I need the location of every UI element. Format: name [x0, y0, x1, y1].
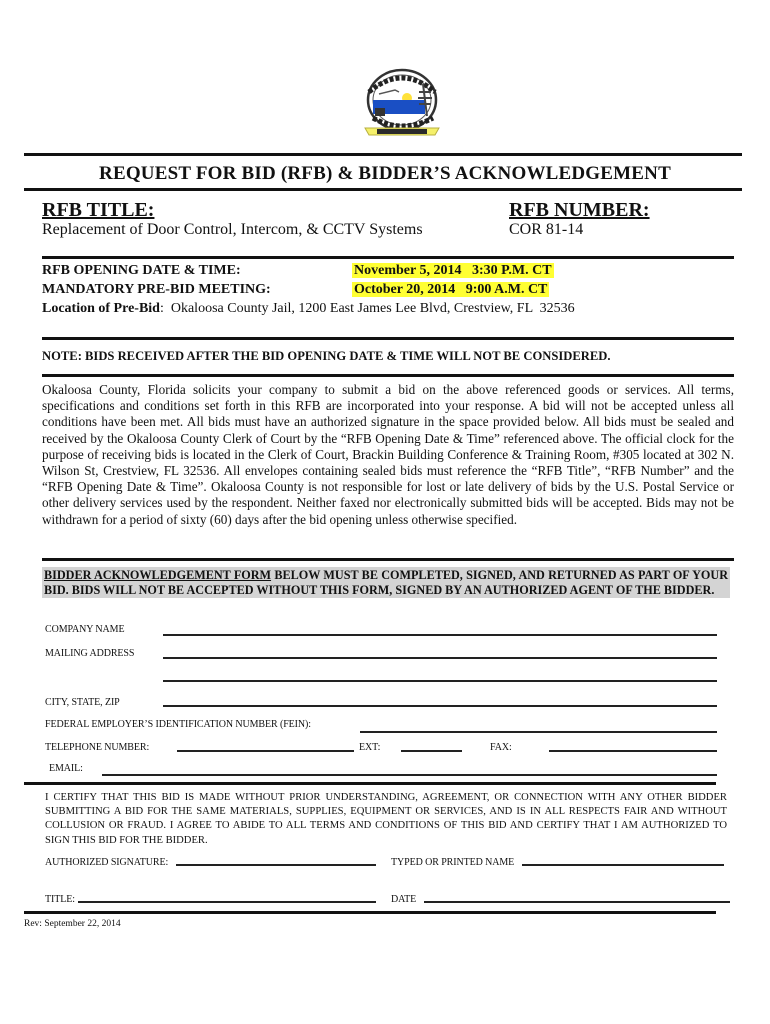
note-top-rule	[42, 337, 734, 340]
bid-instructions-paragraph: Okaloosa County, Florida solicits your company to submit a bid on the above referenced goods or services. All terms, specifications and conditions set forth in this RFB are incorporated into your response. A bid will not be accepted unless all conditions have been met. All bids must have an authorized signature in the space provided below. All bids must be sealed and received by the Okaloosa County Clerk of Court by the “RFB Opening Date & Time” referenced above. The official clock for the purpose of receiving bids is located in the Clerk of Court, Brackin Building Conference & Training Room, #305 located at 302 N. Wilson St, Crestview, FL 32536. All envelopes containing sealed bids must reference the “RFB Title”, “RFB Number” and the “RFB Opening Date & Time”. Okaloosa County is not responsible for lost or late delivery of bids by the U.S. Postal Service or other delivery services used by the respondent. Neither faxed nor electronically submitted bids will be accepted. Bids may not be withdrawn for a period of sixty (60) days after the bid opening unless otherwise specified.	[42, 382, 734, 527]
fein-label: FEDERAL EMPLOYER’S IDENTIFICATION NUMBER (FEIN):	[45, 719, 311, 730]
fein-field[interactable]	[360, 731, 717, 733]
email-label: EMAIL:	[49, 763, 83, 774]
email-field[interactable]	[102, 774, 717, 776]
title-underline-rule	[24, 188, 742, 191]
rfb-number-value: COR 81-14	[509, 221, 584, 238]
company-name-label: COMPANY NAME	[45, 624, 125, 635]
ack-form-text: BELOW MUST BE COMPLETED, SIGNED, AND RETURNED AS PART OF YOUR BID. BIDS WILL NOT BE ACCEPTED WITHOUT THIS FORM, SIGNED BY AN AUTHORIZED AGENT OF THE BIDDER.	[44, 568, 728, 597]
note-bottom-rule	[42, 374, 734, 377]
date-field[interactable]	[424, 901, 730, 903]
ack-top-rule	[42, 558, 734, 561]
company-name-field[interactable]	[163, 634, 717, 636]
fax-label: FAX:	[490, 742, 512, 753]
prebid-location-value: : Okaloosa County Jail, 1200 East James Lee Blvd, Crestview, FL 32536	[159, 301, 575, 316]
mailing-address-line2-field[interactable]	[163, 680, 717, 682]
ack-form-title: BIDDER ACKNOWLEDGEMENT FORM	[44, 568, 272, 582]
mailing-address-field[interactable]	[163, 657, 717, 659]
date-label: DATE	[391, 894, 417, 905]
authorized-signature-field[interactable]	[176, 864, 376, 866]
printed-name-field[interactable]	[522, 864, 724, 866]
telephone-field[interactable]	[177, 750, 354, 752]
title-label: TITLE:	[45, 894, 75, 905]
city-state-zip-label: CITY, STATE, ZIP	[45, 697, 120, 708]
rfb-number-label: RFB NUMBER:	[509, 199, 650, 221]
telephone-label: TELEPHONE NUMBER:	[45, 742, 150, 753]
opening-date-label: RFB OPENING DATE & TIME:	[42, 263, 241, 278]
acknowledgement-notice	[42, 567, 730, 598]
city-state-zip-field[interactable]	[163, 705, 717, 707]
fax-field[interactable]	[549, 750, 717, 752]
rfb-title-value: Replacement of Door Control, Intercom, & CCTV Systems	[42, 221, 423, 238]
footer-rule	[24, 911, 716, 914]
mailing-address-label: MAILING ADDRESS	[45, 648, 135, 659]
authorized-signature-label: AUTHORIZED SIGNATURE:	[45, 857, 169, 868]
ext-field[interactable]	[401, 750, 462, 752]
late-bids-note: NOTE: BIDS RECEIVED AFTER THE BID OPENING DATE & TIME WILL NOT BE CONSIDERED.	[42, 349, 611, 363]
okaloosa-county-seal-logo	[355, 68, 450, 140]
title-field[interactable]	[78, 901, 376, 903]
prebid-meeting-label: MANDATORY PRE-BID MEETING:	[42, 282, 271, 297]
ext-label: EXT:	[359, 742, 381, 753]
prebid-location	[42, 301, 575, 317]
prebid-meeting-value: October 20, 2014 9:00 A.M. CT	[354, 282, 548, 297]
page-title: REQUEST FOR BID (RFB) & BIDDER’S ACKNOWLEDGEMENT	[99, 163, 671, 184]
top-rule	[24, 153, 742, 156]
prebid-location-label: Location of Pre-Bid	[42, 301, 160, 316]
section-rule	[42, 256, 734, 259]
certification-statement: I CERTIFY THAT THIS BID IS MADE WITHOUT PRIOR UNDERSTANDING, AGREEMENT, OR CONNECTION WITH ANY OTHER BIDDER SUBMITTING A BID FOR THE SAME MATERIALS, SUPPLIES, EQUIPMENT OR SERVICES, AND IS IN ALL RESPECTS FAIR AND WITHOUT COLLUSION OR FRAUD. I AGREE TO ABIDE TO ALL TERMS AND CONDITIONS OF THIS BID AND CERTIFY THAT I AM AUTHORIZED TO SIGN THIS BID FOR THE BIDDER.	[45, 792, 727, 846]
revision-date: Rev: September 22, 2014	[24, 919, 121, 929]
rfb-title-label: RFB TITLE:	[42, 199, 155, 221]
printed-name-label: TYPED OR PRINTED NAME	[391, 857, 515, 868]
opening-date-value: November 5, 2014 3:30 P.M. CT	[354, 263, 552, 278]
certification-top-rule	[24, 782, 716, 785]
